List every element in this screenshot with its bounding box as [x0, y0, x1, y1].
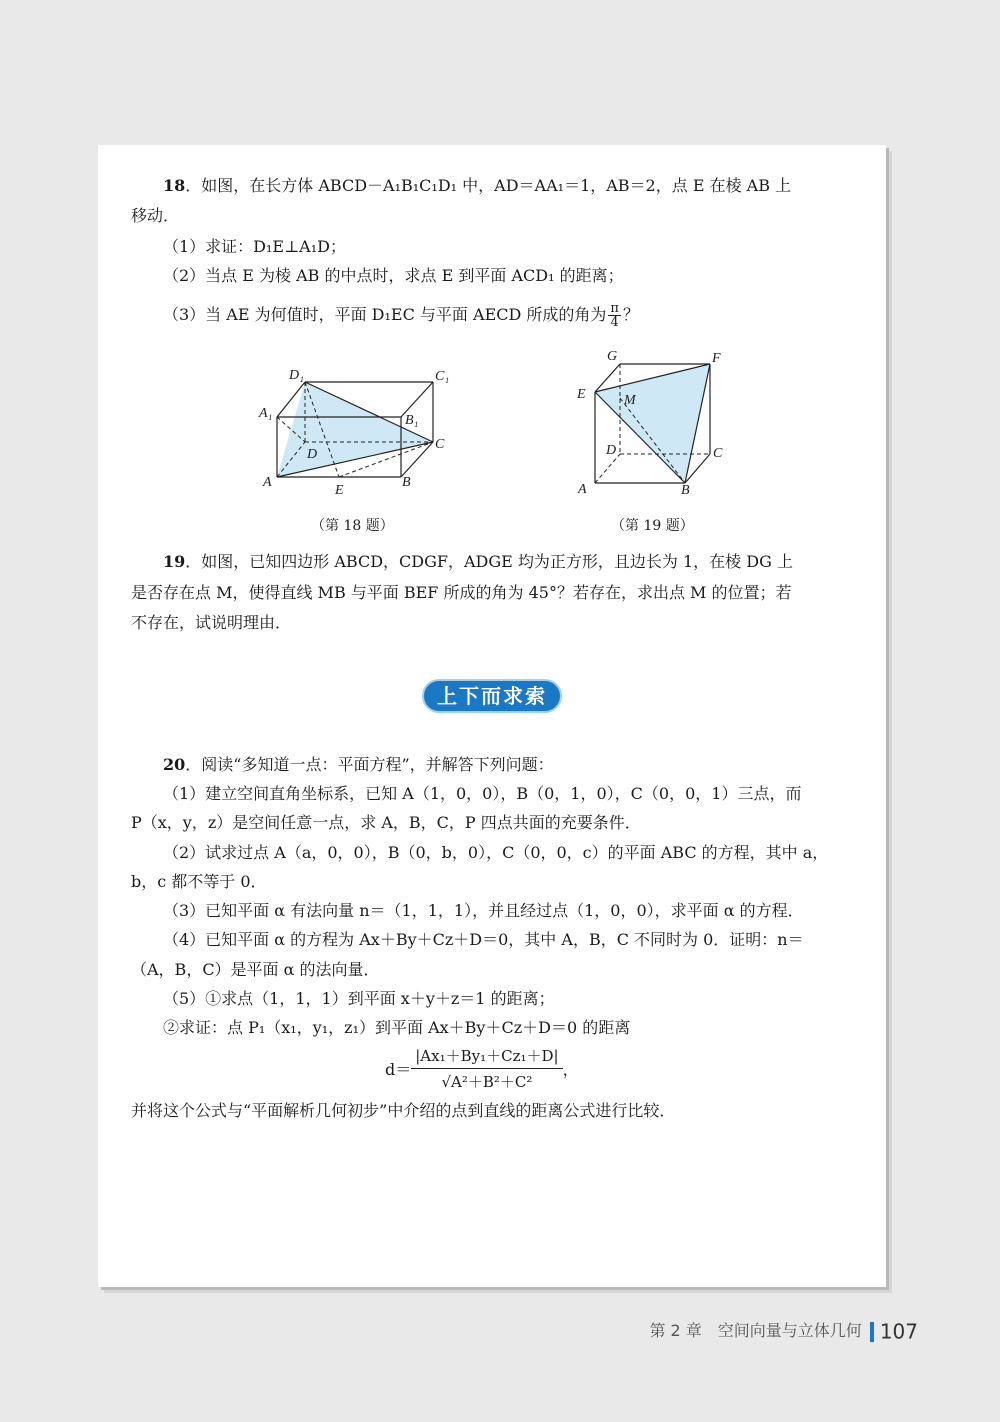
label-B1: B₁	[405, 413, 419, 428]
label-F: F	[712, 351, 721, 366]
problem-20-part4-line2: （A，B，C）是平面 α 的法向量．	[131, 960, 380, 979]
problem-18-line1	[163, 176, 791, 196]
problem-20-part1-line1: （1）建立空间直角坐标系，已知 A（1，0，0），B（0，1，0），C（0，0，1）三点，而	[163, 784, 802, 803]
problem-19-line2: 是否存在点 M，使得直线 MB 与平面 BEF 所成的角为 45°？若存在，求出点 M 的位置；若	[131, 583, 792, 602]
section-banner-title: 上下而求索	[437, 684, 547, 708]
problem-20-part5-line2: ②求证：点 P₁（x₁，y₁，z₁）到平面 Ax＋By＋Cz＋D＝0 的距离	[163, 1018, 631, 1037]
problem-19-line1	[163, 552, 793, 572]
problem-20-part2-line1: （2）试求过点 A（a，0，0），B（0，b，0），C（0，0，c）的平面 ABC 的方程，其中 a，	[163, 843, 829, 862]
formula-fraction	[411, 1045, 562, 1092]
distance-formula	[385, 1045, 579, 1092]
label-C: C	[435, 437, 445, 452]
formula-numerator: |Ax₁＋By₁＋Cz₁＋D|	[411, 1045, 562, 1069]
fraction-denominator: 4	[610, 315, 619, 330]
figure-18-caption: （第 18 题）	[311, 518, 394, 534]
problem-20-part4-line1: （4）已知平面 α 的方程为 Ax＋By＋Cz＋D＝0，其中 A，B，C 不同时为 0．证明：n＝	[163, 930, 804, 949]
problem-18-line2: 移动．	[131, 206, 180, 225]
problem-20-text: ．阅读“多知道一点：平面方程”，并解答下列问题：	[185, 755, 554, 774]
problem-18-part1: （1）求证：D₁E⊥A₁D；	[163, 237, 346, 256]
footer-divider	[870, 1322, 874, 1342]
problem-20-closing: 并将这个公式与“平面解析几何初步”中介绍的点到直线的距离公式进行比较．	[131, 1101, 676, 1120]
problem-18-number: 18	[163, 176, 186, 195]
problem-20-part1-line2: P（x，y，z）是空间任意一点，求 A，B，C，P 四点共面的充要条件．	[131, 813, 641, 832]
problem-19-text: ．如图，已知四边形 ABCD，CDGF，ADGE 均为正方形，且边长为 1，在棱 DG 上	[185, 552, 793, 571]
label-M: M	[624, 393, 636, 408]
problem-20-line1	[163, 755, 554, 775]
face-d1-c-a	[277, 382, 433, 477]
problem-19-number: 19	[163, 552, 186, 571]
problem-18-text: ．如图，在长方体 ABCD－A₁B₁C₁D₁ 中，AD＝AA₁＝1，AB＝2，点 E 在棱 AB 上	[185, 176, 792, 195]
label-E: E	[335, 483, 344, 498]
section-banner	[424, 681, 560, 711]
problem-20-part2-line2: b，c 都不等于 0．	[131, 872, 267, 891]
figure-19-cube	[570, 346, 740, 502]
formula-lhs: d＝	[385, 1060, 412, 1079]
fraction-numerator: π	[610, 301, 619, 316]
problem-20-part5-line1: （5）①求点（1，1，1）到平面 x＋y＋z＝1 的距离；	[163, 989, 555, 1008]
label-G: G	[607, 349, 618, 364]
label-C: C	[713, 446, 723, 461]
label-A: A	[578, 482, 587, 497]
problem-18-part3-text: （3）当 AE 为何值时，平面 D₁EC 与平面 AECD 所成的角为	[163, 305, 607, 324]
problem-18-part3	[163, 302, 639, 329]
figure-19-caption: （第 19 题）	[611, 518, 694, 534]
label-D: D	[307, 447, 318, 462]
label-B: B	[681, 483, 690, 498]
problem-20-part3: （3）已知平面 α 有法向量 n＝（1，1，1），并且经过点（1，0，0），求平面 α 的方程．	[163, 901, 804, 920]
page-number: 107	[879, 1319, 918, 1344]
pi-over-4-fraction	[608, 302, 621, 329]
formula-comma: ，	[562, 1060, 579, 1079]
problem-18-part2: （2）当点 E 为棱 AB 的中点时，求点 E 到平面 ACD₁ 的距离；	[163, 266, 624, 285]
label-A: A	[263, 475, 272, 490]
label-A1: A₁	[259, 406, 273, 421]
chapter-title: 第 2 章 空间向量与立体几何	[649, 1321, 862, 1340]
label-C1: C₁	[435, 369, 450, 384]
problem-20-number: 20	[163, 755, 186, 774]
label-D1: D₁	[289, 368, 304, 383]
problem-18-part3-end: ？	[622, 305, 639, 324]
page-footer	[649, 1318, 918, 1344]
label-D: D	[606, 443, 617, 458]
figure-18-cuboid	[255, 362, 455, 502]
problem-19-line3: 不存在，试说明理由．	[131, 613, 292, 632]
label-E: E	[577, 387, 586, 402]
formula-denominator: √A²＋B²＋C²	[441, 1073, 533, 1091]
face-bef	[595, 364, 710, 483]
label-B: B	[402, 475, 411, 490]
